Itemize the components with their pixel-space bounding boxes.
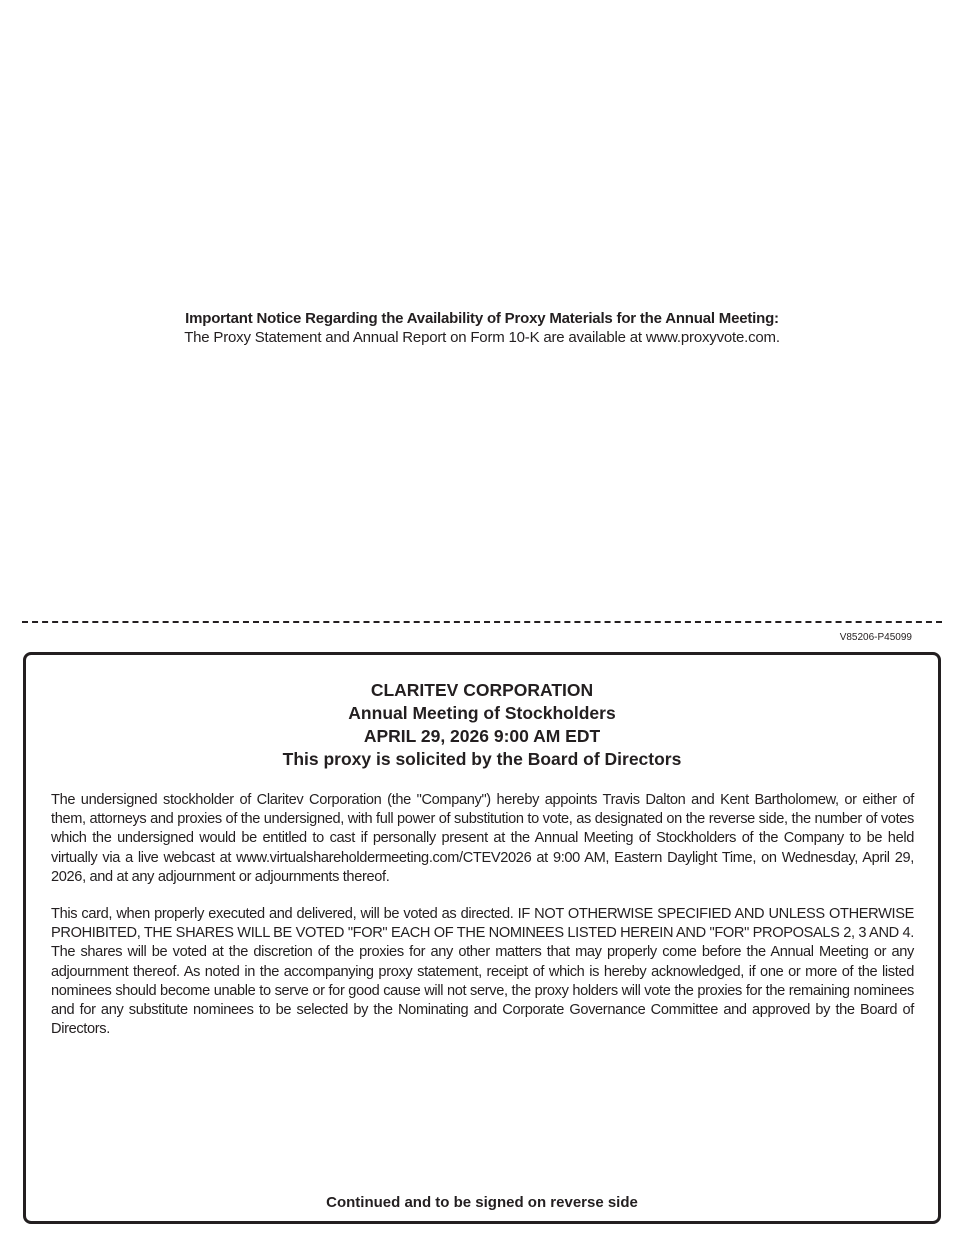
card-header (26, 679, 938, 771)
notice-title: Important Notice Regarding the Availability of Proxy Materials for the Annual Meeting: (185, 310, 779, 327)
card-code: V85206-P45099 (839, 632, 912, 643)
meeting-datetime: APRIL 29, 2026 9:00 AM EDT (363, 726, 601, 746)
company-name: CLARITEV CORPORATION (370, 680, 594, 700)
proxy-availability-notice (0, 309, 958, 347)
meeting-title: Annual Meeting of Stockholders (348, 703, 616, 723)
continued-footer: Continued and to be signed on reverse side (326, 1194, 638, 1211)
appointment-paragraph: The undersigned stockholder of Claritev Corporation (the "Company") hereby appoints Travis Dalton and Kent Bartholomew, or either of them, attorneys and proxies of the undersigned, with full power of substitution to vote, as designated on the reverse side, the number of votes which the undersigned would be entitled to cast if personally present at the Annual Meeting of Stockholders of the Company to be held virtually via a live webcast at www.virtualshareholdermeeting.com/CTEV2026 at 9:00 AM, Eastern Daylight Time, on Wednesday, April 29, 2026, and at any adjournment or adjournments thereof. (51, 792, 914, 885)
proxy-card (23, 652, 941, 1224)
detach-line (22, 621, 942, 623)
voting-instructions-paragraph: This card, when properly executed and delivered, will be voted as directed. IF NOT OTHERWISE SPECIFIED AND UNLESS OTHERWISE PROHIBITED, THE SHARES WILL BE VOTED "FOR" EACH OF THE NOMINEES LISTED HEREIN AND "FOR" PROPOSALS 2, 3 AND 4. The shares will be voted at the discretion of the proxies for any other matters that may properly come before the Annual Meeting or any adjournment thereof. As noted in the accompanying proxy statement, receipt of which is hereby acknowledged, if one or more of the listed nominees should become unable to serve or for good cause will not serve, the proxy holders will vote the proxies for the remaining nominees and for any substitute nominees to be selected by the Nominating and Corporate Governance Committee and approved by the Board of Directors. (51, 906, 914, 1038)
notice-text: The Proxy Statement and Annual Report on Form 10-K are available at www.proxyvote.com. (184, 329, 780, 346)
solicitation-statement: This proxy is solicited by the Board of Directors (282, 749, 682, 769)
